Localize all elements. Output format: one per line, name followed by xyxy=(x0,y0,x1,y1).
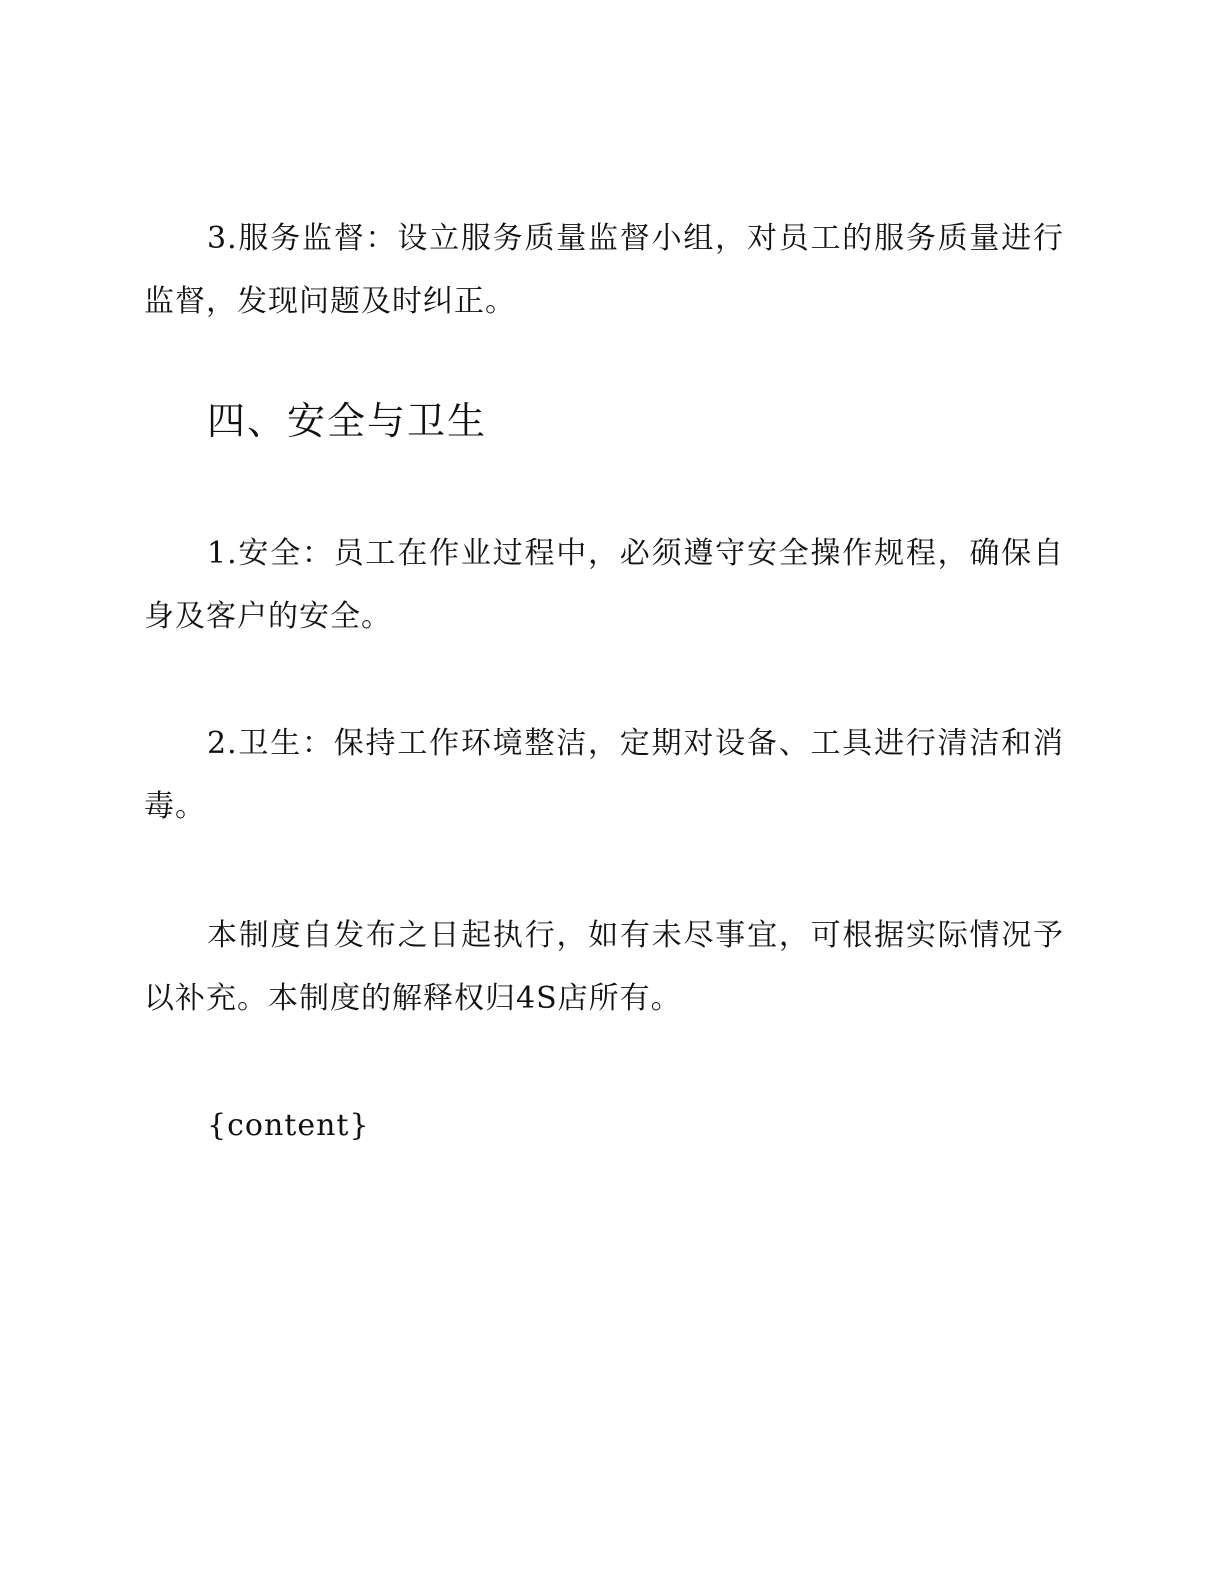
section-heading-safety-hygiene: 四、安全与卫生 xyxy=(207,399,488,443)
paragraph-safety: 1.安全：员工在作业过程中，必须遵守安全操作规程，确保自身及客户的安全。 xyxy=(144,536,1064,634)
content-placeholder: {content} xyxy=(207,1108,370,1143)
paragraph-hygiene: 2.卫生：保持工作环境整洁，定期对设备、工具进行清洁和消毒。 xyxy=(144,726,1064,824)
paragraph-closing: 本制度自发布之日起执行，如有未尽事宜，可根据实际情况予以补充。本制度的解释权归4S店所有。 xyxy=(144,918,1064,1016)
paragraph-service-supervision: 3.服务监督：设立服务质量监督小组，对员工的服务质量进行监督，发现问题及时纠正。 xyxy=(144,221,1064,319)
